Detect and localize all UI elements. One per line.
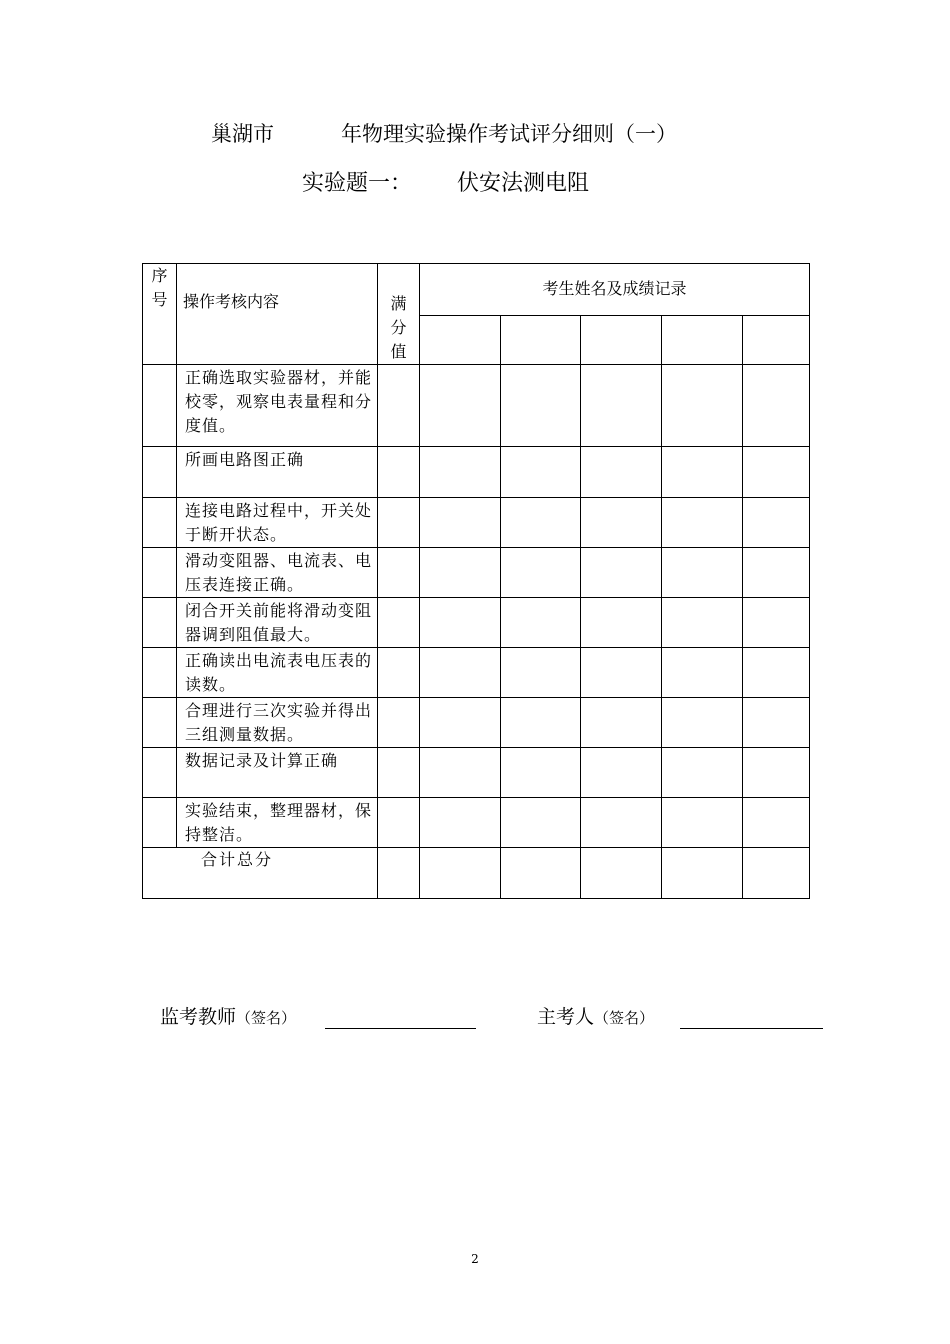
item-text: 合理进行三次实验并得出三组测量数据。 bbox=[177, 698, 378, 748]
score-cell[interactable] bbox=[743, 498, 810, 548]
table-row bbox=[143, 698, 810, 748]
item-text: 滑动变阻器、电流表、电压表连接正确。 bbox=[177, 548, 378, 598]
document-title bbox=[0, 116, 950, 152]
total-score-cell[interactable] bbox=[420, 848, 501, 899]
score-cell[interactable] bbox=[501, 748, 581, 798]
item-text: 所画电路图正确 bbox=[177, 447, 378, 498]
score-cell[interactable] bbox=[662, 365, 743, 447]
score-cell[interactable] bbox=[420, 648, 501, 698]
candidate-name-cell[interactable] bbox=[501, 315, 581, 365]
full-score-cell bbox=[378, 548, 420, 598]
full-score-cell bbox=[378, 365, 420, 447]
score-cell[interactable] bbox=[743, 648, 810, 698]
examiner-note: （签名） bbox=[594, 1009, 655, 1027]
proctor-signature-line[interactable] bbox=[325, 1028, 476, 1029]
page-number: 2 bbox=[471, 1252, 479, 1266]
score-cell[interactable] bbox=[581, 498, 662, 548]
seq-cell bbox=[143, 598, 177, 648]
score-cell[interactable] bbox=[581, 698, 662, 748]
table-row bbox=[143, 447, 810, 498]
score-cell[interactable] bbox=[420, 447, 501, 498]
full-score-cell bbox=[378, 598, 420, 648]
examiner-signature-line[interactable] bbox=[680, 1028, 823, 1029]
score-cell[interactable] bbox=[581, 365, 662, 447]
examiner-label: 主考人 bbox=[537, 1006, 595, 1028]
header-candidates: 考生姓名及成绩记录 bbox=[420, 264, 810, 316]
score-cell[interactable] bbox=[501, 365, 581, 447]
score-cell[interactable] bbox=[662, 698, 743, 748]
seq-cell bbox=[143, 698, 177, 748]
header-full-score: 满分值 bbox=[378, 264, 420, 365]
table-row bbox=[143, 498, 810, 548]
score-cell[interactable] bbox=[662, 648, 743, 698]
candidate-name-cell[interactable] bbox=[743, 315, 810, 365]
score-cell[interactable] bbox=[420, 798, 501, 848]
full-score-cell bbox=[378, 698, 420, 748]
score-cell[interactable] bbox=[501, 798, 581, 848]
seq-cell bbox=[143, 648, 177, 698]
scoring-table bbox=[142, 263, 810, 899]
total-score-cell[interactable] bbox=[581, 848, 662, 899]
score-cell[interactable] bbox=[662, 748, 743, 798]
score-cell[interactable] bbox=[581, 748, 662, 798]
item-text: 闭合开关前能将滑动变阻器调到阻值最大。 bbox=[177, 598, 378, 648]
full-score-cell bbox=[378, 648, 420, 698]
score-cell[interactable] bbox=[501, 698, 581, 748]
full-score-cell bbox=[378, 498, 420, 548]
score-cell[interactable] bbox=[662, 598, 743, 648]
score-cell[interactable] bbox=[581, 447, 662, 498]
score-cell[interactable] bbox=[420, 698, 501, 748]
title-main: 年物理实验操作考试评分细则（一） bbox=[341, 122, 677, 146]
experiment-label: 实验题一： bbox=[302, 171, 413, 196]
score-cell[interactable] bbox=[662, 798, 743, 848]
score-cell[interactable] bbox=[581, 598, 662, 648]
item-text: 正确读出电流表电压表的读数。 bbox=[177, 648, 378, 698]
experiment-title bbox=[0, 166, 950, 202]
score-cell[interactable] bbox=[420, 748, 501, 798]
item-text: 数据记录及计算正确 bbox=[177, 748, 378, 798]
table-row bbox=[143, 548, 810, 598]
score-cell[interactable] bbox=[420, 365, 501, 447]
seq-cell bbox=[143, 748, 177, 798]
proctor-label: 监考教师 bbox=[160, 1006, 237, 1028]
title-city: 巢湖市 bbox=[211, 122, 274, 146]
score-cell[interactable] bbox=[743, 548, 810, 598]
seq-cell bbox=[143, 548, 177, 598]
score-cell[interactable] bbox=[581, 798, 662, 848]
score-cell[interactable] bbox=[743, 748, 810, 798]
score-cell[interactable] bbox=[743, 698, 810, 748]
score-cell[interactable] bbox=[501, 447, 581, 498]
full-score-cell bbox=[378, 798, 420, 848]
full-score-cell bbox=[378, 848, 420, 899]
score-cell[interactable] bbox=[420, 498, 501, 548]
score-cell[interactable] bbox=[581, 548, 662, 598]
score-cell[interactable] bbox=[501, 648, 581, 698]
score-cell[interactable] bbox=[662, 548, 743, 598]
total-row bbox=[143, 848, 810, 899]
score-cell[interactable] bbox=[662, 447, 743, 498]
table-row bbox=[143, 598, 810, 648]
score-cell[interactable] bbox=[743, 447, 810, 498]
seq-cell bbox=[143, 798, 177, 848]
score-cell[interactable] bbox=[501, 548, 581, 598]
full-score-cell bbox=[378, 748, 420, 798]
item-text: 连接电路过程中，开关处于断开状态。 bbox=[177, 498, 378, 548]
experiment-topic: 伏安法测电阻 bbox=[457, 171, 590, 196]
table-row bbox=[143, 748, 810, 798]
proctor-note: （签名） bbox=[236, 1009, 297, 1027]
candidate-name-cell[interactable] bbox=[581, 315, 662, 365]
score-cell[interactable] bbox=[662, 498, 743, 548]
item-text: 正确选取实验器材，并能校零，观察电表量程和分度值。 bbox=[177, 365, 378, 447]
score-cell[interactable] bbox=[501, 498, 581, 548]
examiner-signature bbox=[537, 1000, 654, 1034]
proctor-signature bbox=[160, 1000, 296, 1034]
item-text: 实验结束，整理器材，保持整洁。 bbox=[177, 798, 378, 848]
seq-cell bbox=[143, 447, 177, 498]
header-seq: 序号 bbox=[143, 264, 177, 365]
total-score-cell[interactable] bbox=[662, 848, 743, 899]
seq-cell bbox=[143, 498, 177, 548]
score-cell[interactable] bbox=[743, 798, 810, 848]
total-label: 合计总分 bbox=[143, 848, 378, 899]
candidate-name-cell[interactable] bbox=[420, 315, 501, 365]
seq-cell bbox=[143, 365, 177, 447]
score-cell[interactable] bbox=[420, 598, 501, 648]
header-content: 操作考核内容 bbox=[177, 264, 378, 365]
candidate-name-cell[interactable] bbox=[662, 315, 743, 365]
table-row bbox=[143, 648, 810, 698]
score-cell[interactable] bbox=[501, 598, 581, 648]
score-cell[interactable] bbox=[581, 648, 662, 698]
table-row bbox=[143, 365, 810, 447]
score-cell[interactable] bbox=[743, 365, 810, 447]
score-cell[interactable] bbox=[743, 598, 810, 648]
score-cell[interactable] bbox=[420, 548, 501, 598]
table-row bbox=[143, 798, 810, 848]
total-score-cell[interactable] bbox=[501, 848, 581, 899]
full-score-cell bbox=[378, 447, 420, 498]
total-score-cell[interactable] bbox=[743, 848, 810, 899]
